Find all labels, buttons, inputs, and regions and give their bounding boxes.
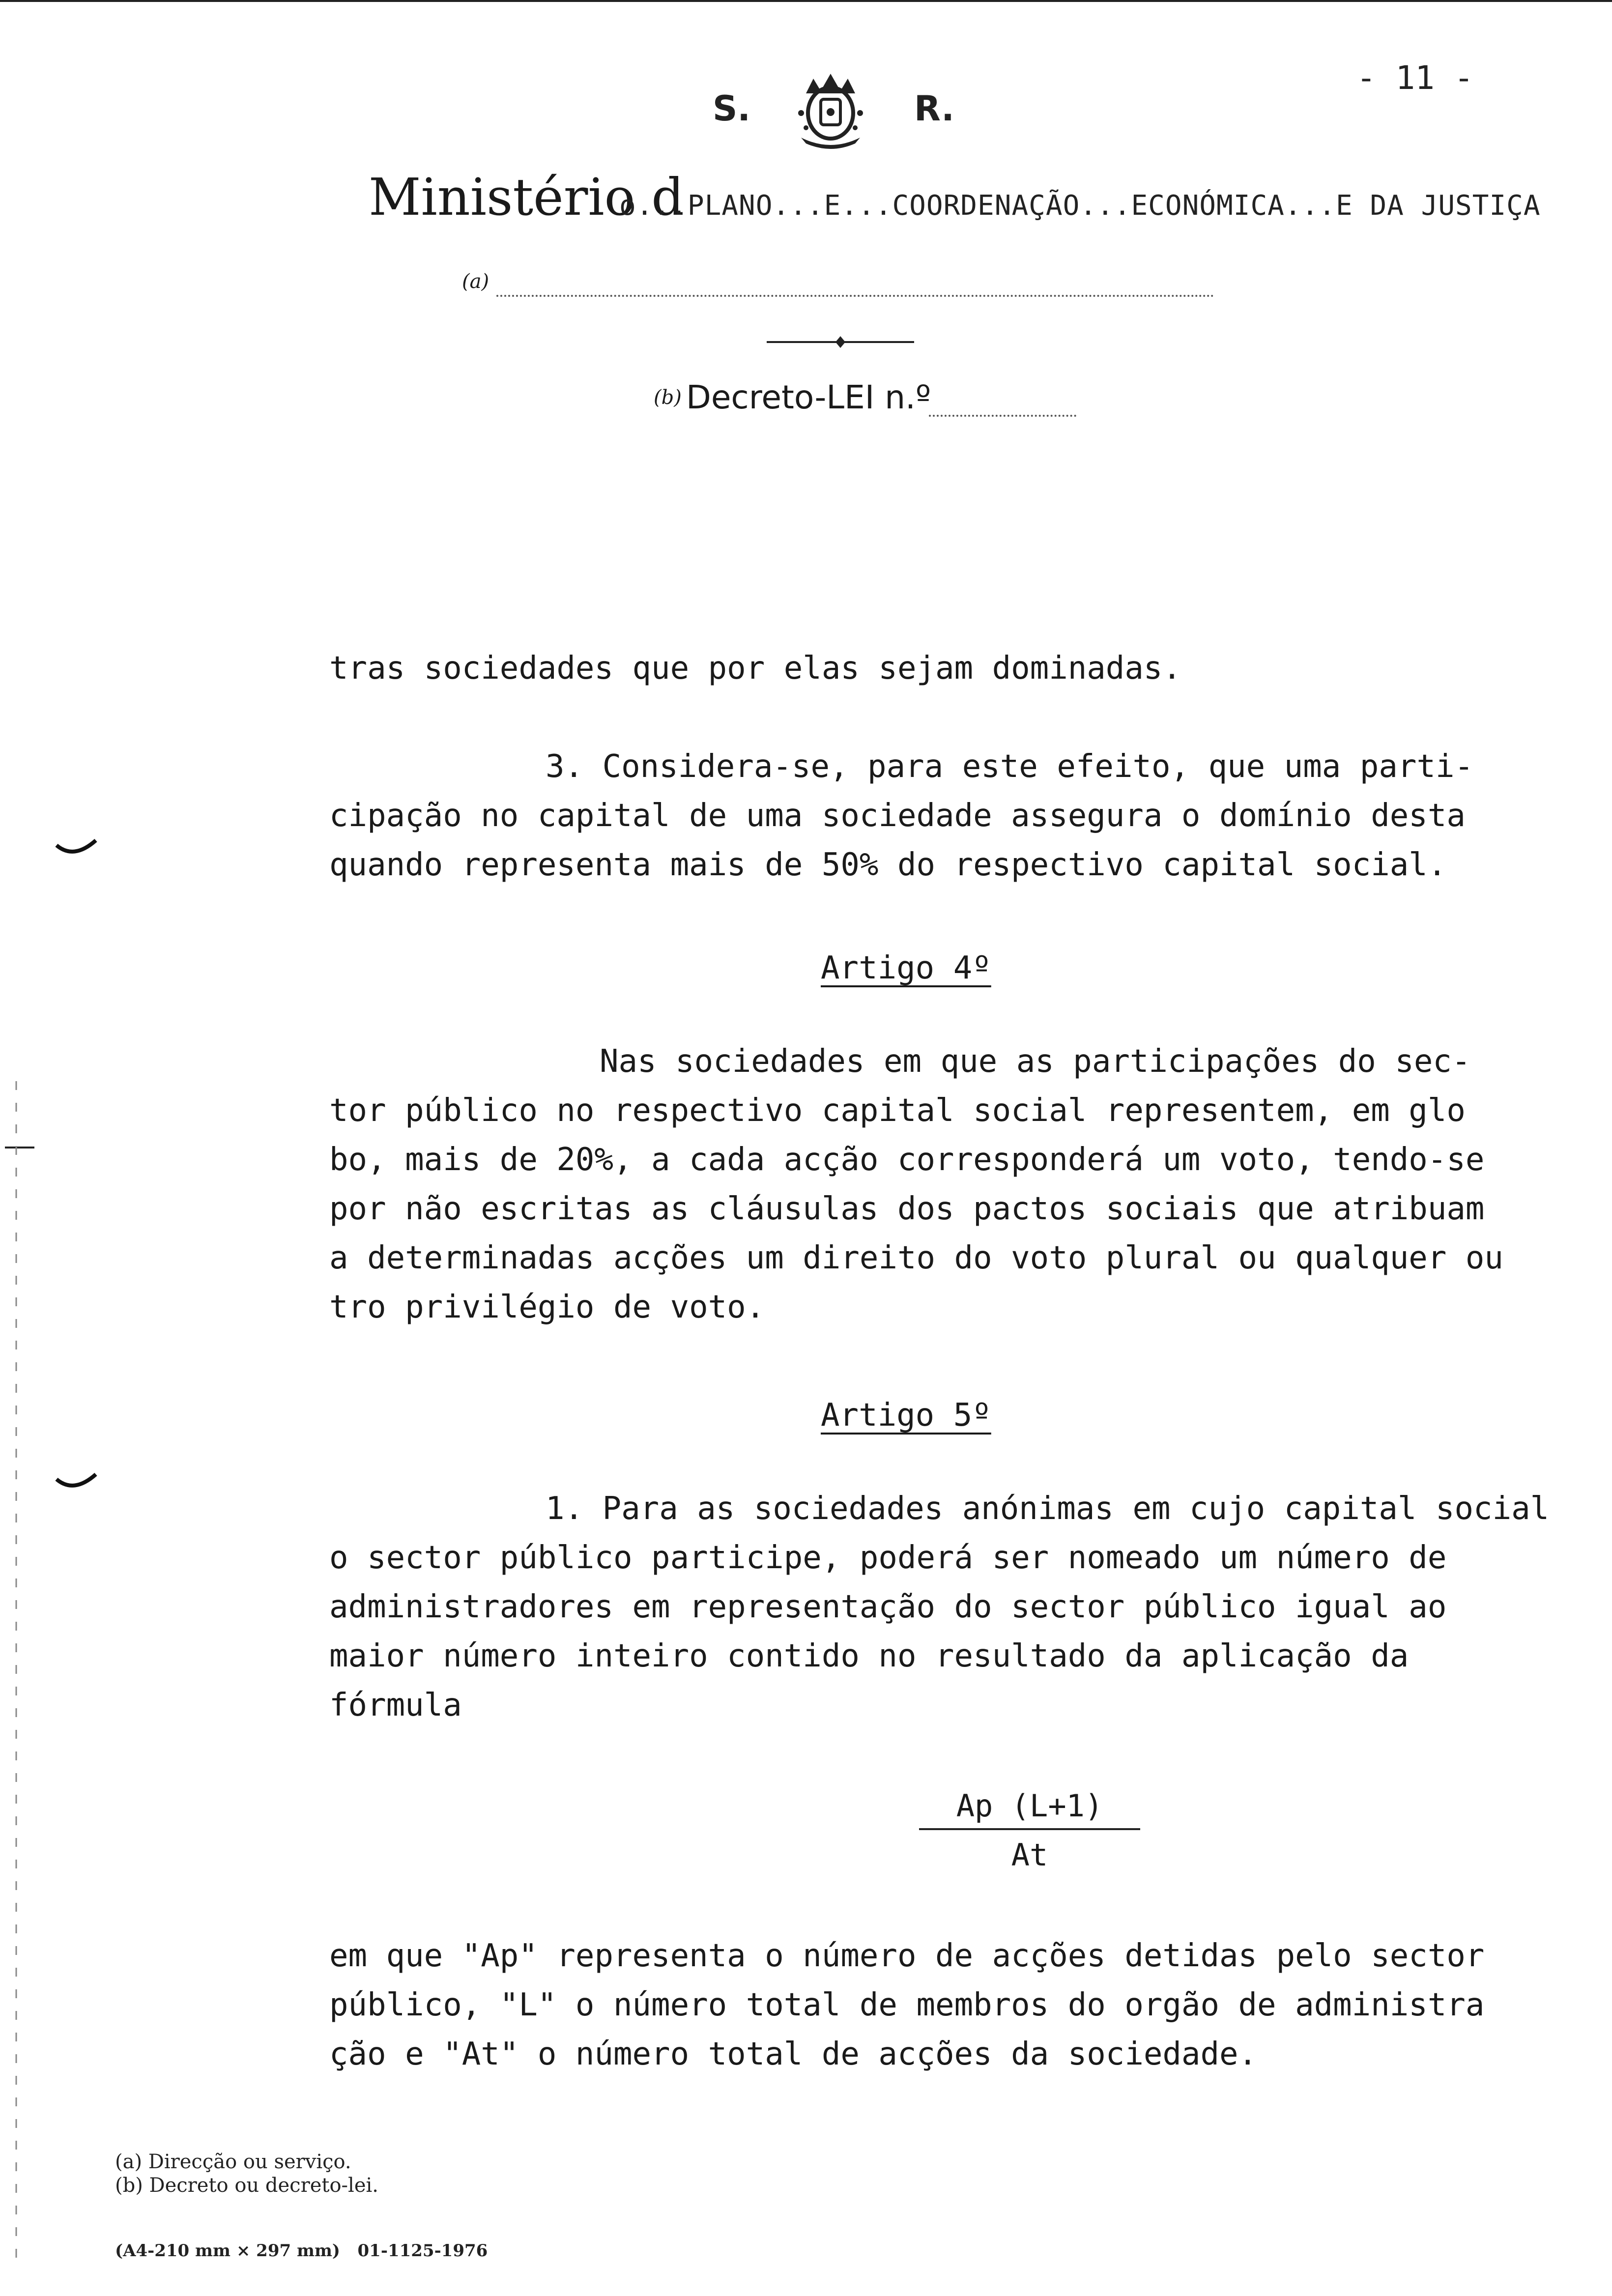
text-line: por não escritas as cláusulas dos pactos sociais que atribuam bbox=[329, 1191, 1485, 1227]
text-line: público, "L" o número total de membros do orgão de administra bbox=[329, 1987, 1485, 2023]
decree-line bbox=[654, 378, 1086, 432]
text-line: a determinadas acções um direito do voto plural ou qualquer ou bbox=[329, 1240, 1503, 1276]
direction-field bbox=[462, 270, 1219, 305]
ministry-word: Ministério d bbox=[369, 167, 684, 227]
margin-tick-mark bbox=[54, 835, 98, 865]
text-line: 1. Para as sociedades anónimas em cujo capital social bbox=[546, 1491, 1550, 1527]
header-divider bbox=[767, 332, 914, 352]
coat-of-arms-icon bbox=[786, 64, 875, 152]
binding-edge bbox=[14, 1081, 19, 2261]
republic-seal bbox=[708, 59, 963, 152]
margin-dash-mark bbox=[5, 1140, 34, 1155]
text-line: quando representa mais de 50% do respectivo capital social. bbox=[329, 847, 1447, 883]
page-top-edge bbox=[0, 0, 1612, 2]
text-line: 3. Considera-se, para este efeito, que uma parti- bbox=[546, 748, 1474, 785]
decree-number-dotted-line bbox=[929, 415, 1076, 417]
text-line: fórmula bbox=[329, 1687, 462, 1723]
form-code: (A4-210 mm × 297 mm) 01-1125-1976 bbox=[115, 2241, 488, 2261]
text-line: o sector público participe, poderá ser nomeado um número de bbox=[329, 1540, 1447, 1576]
formula-numerator: Ap (L+1) bbox=[919, 1784, 1140, 1830]
footnote-b: (b) Decreto ou decreto-lei. bbox=[115, 2174, 379, 2197]
page-number: - 11 - bbox=[1356, 59, 1474, 97]
text-line: tras sociedades que por elas sejam dominadas. bbox=[329, 650, 1181, 687]
text-line: cipação no capital de uma sociedade assegura o domínio desta bbox=[329, 798, 1466, 834]
ministry-line bbox=[369, 167, 1558, 236]
formula-denominator: At bbox=[1011, 1837, 1048, 1873]
margin-tick-mark bbox=[54, 1469, 98, 1499]
seal-letter-r: R. bbox=[914, 88, 954, 129]
article-4-heading: Artigo 4º bbox=[821, 950, 991, 986]
text-line: administradores em representação do sector público igual ao bbox=[329, 1589, 1447, 1625]
footnote-a: (a) Direcção ou serviço. bbox=[115, 2151, 351, 2173]
seal-letter-s: S. bbox=[713, 88, 751, 129]
text-line: maior número inteiro contido no resultado da aplicação da bbox=[329, 1638, 1409, 1674]
field-a-label: (a) bbox=[462, 270, 489, 293]
field-b-label: (b) bbox=[654, 386, 682, 409]
ministry-name-fill: o...PLANO...E...COORDENAÇÃO...ECONÓMICA...E DA JUSTIÇA bbox=[619, 190, 1541, 222]
text-line: tro privilégio de voto. bbox=[329, 1289, 765, 1325]
text-line: bo, mais de 20%, a cada acção corresponderá um voto, tendo-se bbox=[329, 1142, 1485, 1178]
text-line: tor público no respectivo capital social representem, em glo bbox=[329, 1092, 1466, 1129]
text-line: ção e "At" o número total de acções da sociedade. bbox=[329, 2036, 1258, 2072]
field-a-dotted-line bbox=[496, 295, 1214, 297]
decree-label: Decreto-LEI n.º bbox=[686, 378, 931, 416]
text-line: Nas sociedades em que as participações do sec- bbox=[600, 1043, 1471, 1080]
text-line: em que "Ap" representa o número de acções detidas pelo sector bbox=[329, 1938, 1485, 1974]
article-5-heading: Artigo 5º bbox=[821, 1397, 991, 1434]
